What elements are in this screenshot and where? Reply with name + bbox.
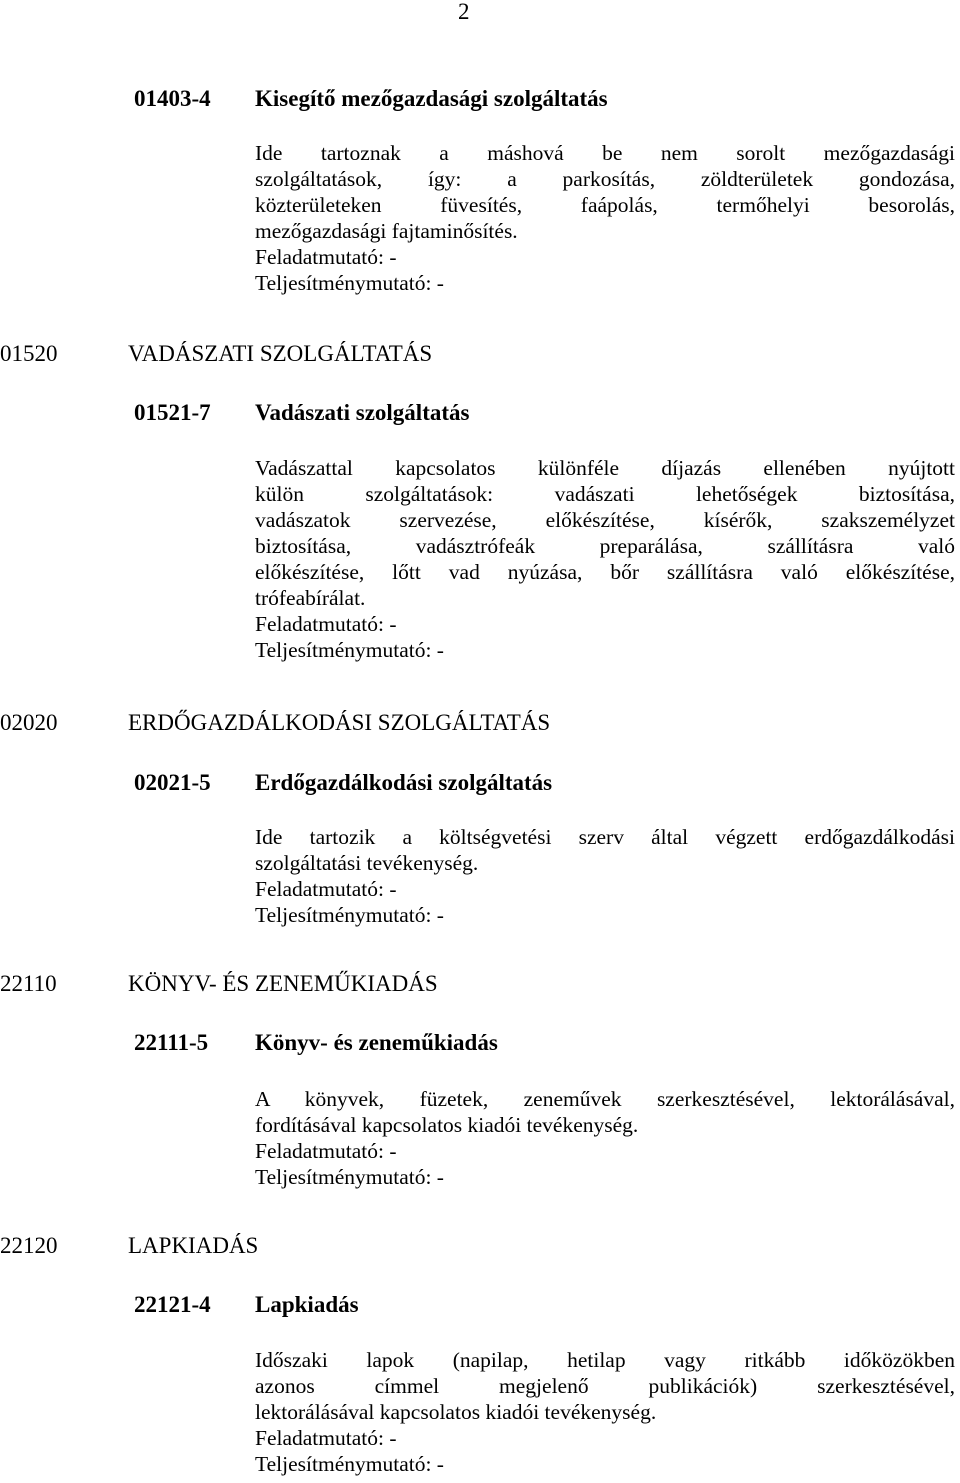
subsection-code: 01403-4: [134, 86, 211, 111]
feladatmutato: Feladatmutató: -: [255, 1426, 397, 1450]
subsection-description: [255, 140, 955, 296]
description-line: vadászatok szervezése, előkészítése, kísérők, szakszemélyzet: [255, 508, 955, 532]
subsection-description: [255, 455, 955, 663]
subsection-title: Vadászati szolgáltatás: [255, 400, 470, 425]
subsection-code: 22121-4: [134, 1292, 211, 1317]
description-line: szolgáltatási tevékenység.: [255, 851, 479, 875]
subsection-description: [255, 1086, 955, 1190]
subsection-title: Lapkiadás: [255, 1292, 359, 1317]
teljesitmenymutato: Teljesítménymutató: -: [255, 1165, 444, 1189]
section-code: 02020: [0, 710, 58, 735]
description-line: biztosítása, vadásztrófeák preparálása, szállításra való: [255, 534, 955, 558]
description-line: Időszaki lapok (napilap, hetilap vagy ritkább időközökben: [255, 1348, 955, 1372]
feladatmutato: Feladatmutató: -: [255, 245, 397, 269]
description-line: A könyvek, füzetek, zeneművek szerkesztésével, lektorálásával,: [255, 1087, 955, 1111]
subsection-title: Könyv- és zeneműkiadás: [255, 1030, 498, 1055]
description-line: trófeabírálat.: [255, 586, 366, 610]
feladatmutato: Feladatmutató: -: [255, 877, 397, 901]
section-code: 22110: [0, 971, 57, 996]
feladatmutato: Feladatmutató: -: [255, 612, 397, 636]
description-line: külön szolgáltatások: vadászati lehetőségek biztosítása,: [255, 482, 955, 506]
subsection-code: 01521-7: [134, 400, 211, 425]
section-title: ERDŐGAZDÁLKODÁSI SZOLGÁLTATÁS: [128, 710, 551, 735]
description-line: Vadászattal kapcsolatos különféle díjazás ellenében nyújtott: [255, 456, 955, 480]
description-line: Ide tartoznak a máshová be nem sorolt mezőgazdasági: [255, 141, 955, 165]
description-line: Ide tartozik a költségvetési szerv által végzett erdőgazdálkodási: [255, 825, 955, 849]
teljesitmenymutato: Teljesítménymutató: -: [255, 1452, 444, 1476]
page-number: 2: [458, 0, 470, 24]
description-line: előkészítése, lőtt vad nyúzása, bőr szállításra való előkészítése,: [255, 560, 955, 584]
description-line: azonos címmel megjelenő publikációk) szerkesztésével,: [255, 1374, 955, 1398]
section-code: 22120: [0, 1233, 58, 1258]
subsection-title: Kisegítő mezőgazdasági szolgáltatás: [255, 86, 608, 111]
description-line: fordításával kapcsolatos kiadói tevékenység.: [255, 1113, 639, 1137]
description-line: mezőgazdasági fajtaminősítés.: [255, 219, 518, 243]
subsection-code: 02021-5: [134, 770, 211, 795]
teljesitmenymutato: Teljesítménymutató: -: [255, 903, 444, 927]
description-line: lektorálásával kapcsolatos kiadói tevékenység.: [255, 1400, 657, 1424]
description-line: szolgáltatások, így: a parkosítás, zöldterületek gondozása,: [255, 167, 955, 191]
teljesitmenymutato: Teljesítménymutató: -: [255, 638, 444, 662]
subsection-description: [255, 824, 955, 928]
teljesitmenymutato: Teljesítménymutató: -: [255, 271, 444, 295]
section-title: KÖNYV- ÉS ZENEMŰKIADÁS: [128, 971, 438, 996]
subsection-title: Erdőgazdálkodási szolgáltatás: [255, 770, 553, 795]
section-title: LAPKIADÁS: [128, 1233, 259, 1258]
subsection-description: [255, 1347, 955, 1477]
section-code: 01520: [0, 341, 58, 366]
feladatmutato: Feladatmutató: -: [255, 1139, 397, 1163]
description-line: közterületeken füvesítés, faápolás, termőhelyi besorolás,: [255, 193, 955, 217]
section-title: VADÁSZATI SZOLGÁLTATÁS: [128, 341, 433, 366]
subsection-code: 22111-5: [134, 1030, 209, 1055]
